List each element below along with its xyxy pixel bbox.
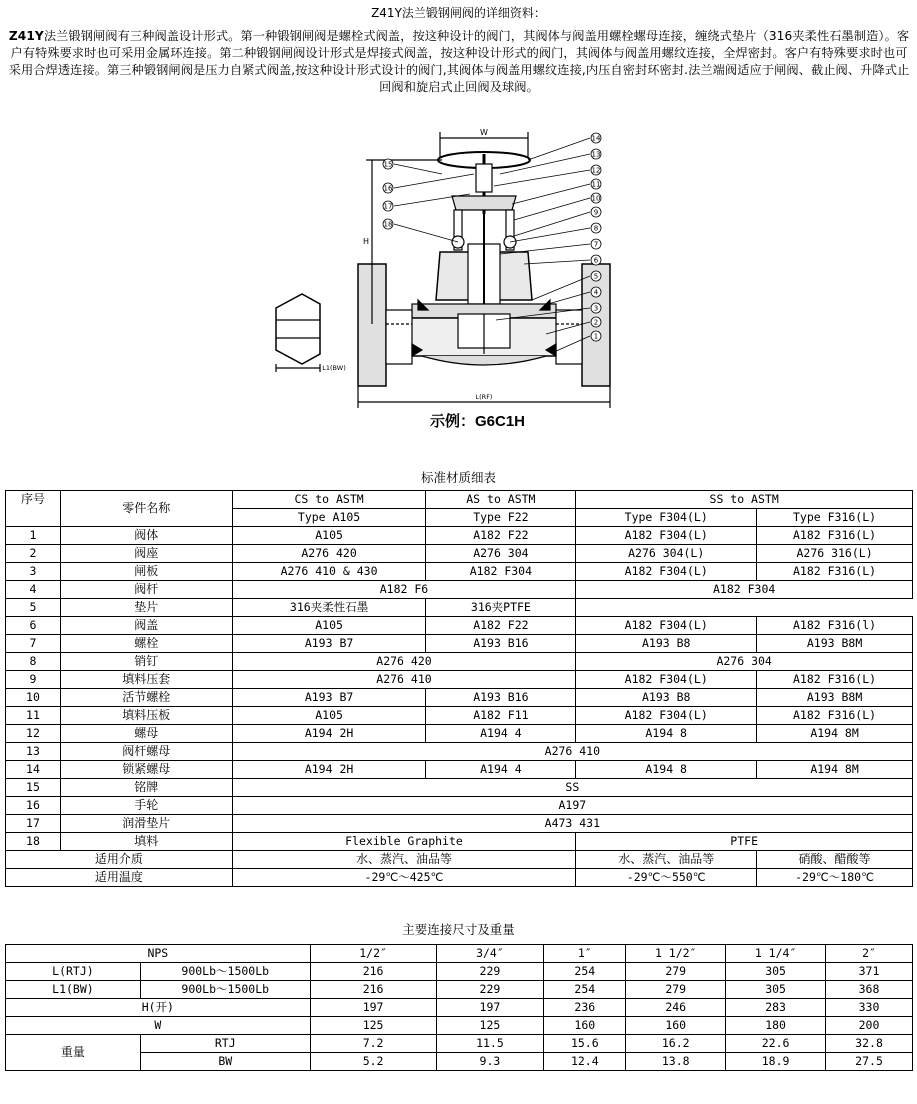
part-name-cell: 润滑垫片 <box>60 815 232 833</box>
material-row <box>6 653 913 671</box>
material-row <box>6 599 913 617</box>
size-header: 1 1/2″ <box>626 945 726 963</box>
material-cell: A182 F316(L) <box>757 527 913 545</box>
material-cell: A182 F6 <box>232 581 576 599</box>
temp-cell: -29℃～550℃ <box>576 869 757 887</box>
col-header-cs: CS to ASTM <box>232 491 426 509</box>
weight-value: 13.8 <box>626 1053 726 1071</box>
intro-text: 法兰锻钢闸阀有三种阀盖设计形式。第一种锻钢闸阀是螺栓式阀盖，按这种设计的阀门，其阀体与阀盖用螺栓螺母连接，缠绕式垫片（316夹柔性石墨制造）。客户有特殊要求时也可采用金属环连接。第二种锻钢闸阀设计形式是焊接式阀盖，按这种设计形式的阀门，其阀体与阀盖用螺纹连接，全焊密封。客户有特殊要求时也可采用合焊透连接。第三种锻钢闸阀是压力自紧式阀盖,按这种设计形式设计的阀门,其阀体与阀盖用螺纹连接,内压自密封环密封.法兰端阀适应于闸阀、截止阀、升降式止回阀和旋启式止回阀及球阀。 <box>8 29 910 94</box>
callout-4: 4 <box>593 288 599 297</box>
material-cell: A182 F304(L) <box>576 671 757 689</box>
dim-value: 180 <box>726 1017 826 1035</box>
medium-row <box>6 851 913 869</box>
col-header-as: AS to ASTM <box>426 491 576 509</box>
row-number-cell: 8 <box>6 653 61 671</box>
row-number-cell: 14 <box>6 761 61 779</box>
material-row <box>6 689 913 707</box>
material-cell: A194 2H <box>232 725 426 743</box>
row-number-cell: 13 <box>6 743 61 761</box>
material-cell: A194 2H <box>232 761 426 779</box>
material-cell: A182 F22 <box>426 527 576 545</box>
dim-value: 305 <box>726 963 826 981</box>
material-cell: A105 <box>232 617 426 635</box>
part-name-cell: 闸板 <box>60 563 232 581</box>
dim-value: 200 <box>826 1017 913 1035</box>
material-cell: A194 4 <box>426 761 576 779</box>
dimension-row <box>6 1017 913 1035</box>
callout-7: 7 <box>593 240 599 249</box>
row-number-cell: 7 <box>6 635 61 653</box>
dim-value: 229 <box>436 963 544 981</box>
part-name-cell: 阀杆 <box>60 581 232 599</box>
part-name-cell: 阀体 <box>60 527 232 545</box>
part-name-cell: 活节螺栓 <box>60 689 232 707</box>
callout-15: 15 <box>383 160 393 169</box>
dim-label: L(RTJ) <box>6 963 141 981</box>
part-name-cell: 螺母 <box>60 725 232 743</box>
callout-6: 6 <box>593 256 599 265</box>
row-number-cell: 6 <box>6 617 61 635</box>
part-name-cell: 填料压套 <box>60 671 232 689</box>
material-cell: 316夹柔性石墨 <box>232 599 426 617</box>
dim-value: 216 <box>310 963 436 981</box>
callout-12: 12 <box>591 166 601 175</box>
part-name-cell: 铭牌 <box>60 779 232 797</box>
part-name-cell: 垫片 <box>60 599 232 617</box>
size-header: 1 1/4″ <box>726 945 826 963</box>
weight-type: RTJ <box>140 1035 310 1053</box>
material-cell: A197 <box>232 797 912 815</box>
material-cell: A182 F316(L) <box>757 671 913 689</box>
row-number-cell: 12 <box>6 725 61 743</box>
callout-1: 1 <box>593 332 599 341</box>
material-cell: A276 410 <box>232 671 576 689</box>
weight-value: 5.2 <box>310 1053 436 1071</box>
part-name-cell: 阀座 <box>60 545 232 563</box>
material-row <box>6 581 913 599</box>
dim-value: 279 <box>626 981 726 999</box>
callout-13: 13 <box>591 150 601 159</box>
materials-title: 标准材质细表 <box>420 470 496 485</box>
size-header: 3/4″ <box>436 945 544 963</box>
row-number-cell: 11 <box>6 707 61 725</box>
part-name-cell: 阀杆螺母 <box>60 743 232 761</box>
material-cell: A194 4 <box>426 725 576 743</box>
material-cell: A194 8 <box>576 761 757 779</box>
col-header-ss: SS to ASTM <box>576 491 913 509</box>
material-cell: A276 410 <box>232 743 912 761</box>
material-cell: A182 F316(L) <box>757 563 913 581</box>
row-number-cell: 3 <box>6 563 61 581</box>
material-cell: A182 F11 <box>426 707 576 725</box>
weight-type: BW <box>140 1053 310 1071</box>
material-cell: 316夹PTFE <box>426 599 576 617</box>
material-cell: SS <box>232 779 912 797</box>
dimension-row <box>6 1053 913 1071</box>
materials-header-row <box>6 491 913 509</box>
dim-label: W <box>6 1017 311 1035</box>
material-row <box>6 815 913 833</box>
intro-model: Z41Y <box>8 29 44 43</box>
temp-cell: -29℃～425℃ <box>232 869 576 887</box>
weight-value: 11.5 <box>436 1035 544 1053</box>
dimension-row <box>6 981 913 999</box>
row-number-cell: 15 <box>6 779 61 797</box>
material-cell: A276 410 & 430 <box>232 563 426 581</box>
part-name-cell: 填料压板 <box>60 707 232 725</box>
material-cell: A194 8M <box>757 725 913 743</box>
weight-value: 12.4 <box>544 1053 626 1071</box>
material-cell: A182 F316(L) <box>757 707 913 725</box>
col-type-ss1: Type F304(L) <box>576 509 757 527</box>
temp-row <box>6 869 913 887</box>
row-number-cell: 17 <box>6 815 61 833</box>
material-cell: A193 B7 <box>232 689 426 707</box>
material-cell: A105 <box>232 527 426 545</box>
callout-16: 16 <box>383 184 393 193</box>
dim-value: 160 <box>626 1017 726 1035</box>
callout-3: 3 <box>593 304 599 313</box>
weight-value: 15.6 <box>544 1035 626 1053</box>
dim-value: 236 <box>544 999 626 1017</box>
col-header-part: 零件名称 <box>60 491 232 527</box>
col-type-ss2: Type F316(L) <box>757 509 913 527</box>
dimensions-body <box>6 945 913 1071</box>
material-cell: A193 B8 <box>576 635 757 653</box>
material-row <box>6 671 913 689</box>
material-cell: A276 304 <box>426 545 576 563</box>
nps-header: NPS <box>6 945 311 963</box>
material-cell: A182 F22 <box>426 617 576 635</box>
row-number-cell: 1 <box>6 527 61 545</box>
size-header: 1/2″ <box>310 945 436 963</box>
medium-cell: 水、蒸汽、油品等 <box>232 851 576 869</box>
materials-table <box>5 490 913 887</box>
part-name-cell: 手轮 <box>60 797 232 815</box>
weight-value: 9.3 <box>436 1053 544 1071</box>
material-cell: A193 B8M <box>757 635 913 653</box>
material-cell: A276 304 <box>576 653 913 671</box>
weight-value: 18.9 <box>726 1053 826 1071</box>
size-header: 2″ <box>826 945 913 963</box>
material-row <box>6 797 913 815</box>
material-row <box>6 743 913 761</box>
material-cell: A182 F304(L) <box>576 707 757 725</box>
material-row <box>6 725 913 743</box>
material-cell: A193 B16 <box>426 635 576 653</box>
callout-14: 14 <box>591 134 601 143</box>
dimensions-title: 主要连接尺寸及重量 <box>402 922 515 937</box>
material-cell: A194 8M <box>757 761 913 779</box>
material-cell: A182 F304(L) <box>576 563 757 581</box>
material-row <box>6 707 913 725</box>
dim-value: 229 <box>436 981 544 999</box>
material-row <box>6 617 913 635</box>
dim-value: 305 <box>726 981 826 999</box>
material-cell: A193 B8M <box>757 689 913 707</box>
material-cell: A193 B16 <box>426 689 576 707</box>
temp-cell: -29℃～180℃ <box>757 869 913 887</box>
material-cell: A193 B7 <box>232 635 426 653</box>
callout-17: 17 <box>383 202 393 211</box>
material-cell: A193 B8 <box>576 689 757 707</box>
materials-body <box>6 527 913 851</box>
material-cell: A276 316(L) <box>757 545 913 563</box>
row-number-cell: 2 <box>6 545 61 563</box>
material-cell: PTFE <box>576 833 913 851</box>
dim-value: 283 <box>726 999 826 1017</box>
dim-value: 371 <box>826 963 913 981</box>
callout-8: 8 <box>593 224 599 233</box>
dim-value: 160 <box>544 1017 626 1035</box>
weight-value: 32.8 <box>826 1035 913 1053</box>
col-header-no: 序号 <box>6 491 61 527</box>
col-type-as: Type F22 <box>426 509 576 527</box>
row-number-cell: 10 <box>6 689 61 707</box>
dim-value: 254 <box>544 963 626 981</box>
medium-label: 适用介质 <box>6 851 233 869</box>
dim-value: 368 <box>826 981 913 999</box>
part-name-cell: 填料 <box>60 833 232 851</box>
medium-cell: 水、蒸汽、油品等 <box>576 851 757 869</box>
material-cell: A105 <box>232 707 426 725</box>
dim-value: 125 <box>310 1017 436 1035</box>
weight-value: 16.2 <box>626 1035 726 1053</box>
dim-value: 330 <box>826 999 913 1017</box>
callout-10: 10 <box>591 194 601 203</box>
material-row <box>6 761 913 779</box>
diagram-caption: 示例：G6C1H <box>430 413 526 430</box>
material-row <box>6 833 913 851</box>
material-cell: A276 420 <box>232 545 426 563</box>
material-row <box>6 635 913 653</box>
dim-label: L1(BW) <box>6 981 141 999</box>
material-row <box>6 779 913 797</box>
dim-value: 279 <box>626 963 726 981</box>
callout-11: 11 <box>591 180 601 189</box>
dim-class: 900Lb～1500Lb <box>140 963 310 981</box>
dimension-row <box>6 945 913 963</box>
part-name-cell: 阀盖 <box>60 617 232 635</box>
dim-l-label: L(RF) <box>475 393 493 401</box>
col-type-cs: Type A105 <box>232 509 426 527</box>
material-cell: A276 420 <box>232 653 576 671</box>
valve-diagram <box>262 124 622 434</box>
size-header: 1″ <box>544 945 626 963</box>
weight-value: 7.2 <box>310 1035 436 1053</box>
intro-paragraph <box>6 28 912 96</box>
dim-class: 900Lb～1500Lb <box>140 981 310 999</box>
weight-value: 22.6 <box>726 1035 826 1053</box>
row-number-cell: 18 <box>6 833 61 851</box>
page-title: Z41Y法兰锻钢闸阀的详细资料： <box>371 6 546 20</box>
weight-value: 27.5 <box>826 1053 913 1071</box>
dim-h-label: H <box>362 237 370 246</box>
dim-l1-label: L1(BW) <box>322 364 346 372</box>
material-row <box>6 545 913 563</box>
material-row <box>6 527 913 545</box>
material-cell: Flexible Graphite <box>232 833 576 851</box>
dimension-row <box>6 963 913 981</box>
material-cell: A194 8 <box>576 725 757 743</box>
dimensions-table <box>5 944 913 1071</box>
dimension-row <box>6 1035 913 1053</box>
medium-cell: 硝酸、醋酸等 <box>757 851 913 869</box>
dim-value: 246 <box>626 999 726 1017</box>
part-name-cell: 锁紧螺母 <box>60 761 232 779</box>
row-number-cell: 4 <box>6 581 61 599</box>
part-name-cell: 螺栓 <box>60 635 232 653</box>
part-name-cell: 销钉 <box>60 653 232 671</box>
material-cell: A182 F304 <box>426 563 576 581</box>
callout-5: 5 <box>593 272 599 281</box>
dimension-row <box>6 999 913 1017</box>
material-cell: A276 304(L) <box>576 545 757 563</box>
dim-value: 197 <box>436 999 544 1017</box>
callout-2: 2 <box>593 318 599 327</box>
weight-label: 重量 <box>6 1035 141 1071</box>
dim-value: 216 <box>310 981 436 999</box>
material-cell: A182 F304 <box>576 581 913 599</box>
material-row <box>6 563 913 581</box>
dim-value: 197 <box>310 999 436 1017</box>
material-cell: A182 F316(l) <box>757 617 913 635</box>
callout-9: 9 <box>593 208 599 217</box>
row-number-cell: 5 <box>6 599 61 617</box>
dim-label: H(开) <box>6 999 311 1017</box>
dim-w-label: W <box>480 128 488 137</box>
material-cell: A182 F304(L) <box>576 617 757 635</box>
row-number-cell: 16 <box>6 797 61 815</box>
temp-label: 适用温度 <box>6 869 233 887</box>
material-cell: A182 F304(L) <box>576 527 757 545</box>
row-number-cell: 9 <box>6 671 61 689</box>
dim-value: 254 <box>544 981 626 999</box>
dim-value: 125 <box>436 1017 544 1035</box>
material-cell: A473 431 <box>232 815 912 833</box>
callout-18: 18 <box>383 220 393 229</box>
